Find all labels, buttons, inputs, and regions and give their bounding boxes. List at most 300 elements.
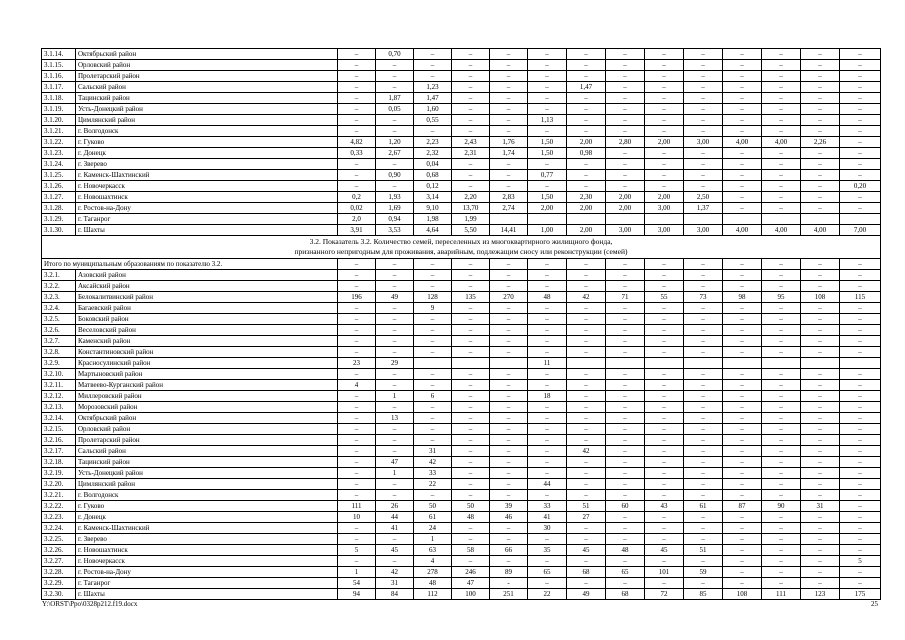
row-value: 30 bbox=[528, 523, 567, 534]
row-value: – bbox=[452, 126, 490, 137]
row-value: – bbox=[840, 402, 881, 413]
row-value: 1,69 bbox=[376, 203, 414, 214]
row-value: 55 bbox=[645, 292, 684, 303]
row-value: 1,76 bbox=[490, 137, 528, 148]
row-value: – bbox=[723, 391, 762, 402]
row-value: 85 bbox=[684, 589, 723, 600]
row-value: – bbox=[606, 181, 645, 192]
row-value: – bbox=[490, 391, 528, 402]
row-value: – bbox=[723, 148, 762, 159]
footer-file-path: Y:\ORST\Ppo\0328p212.f19.docx bbox=[42, 600, 138, 608]
row-value: 10 bbox=[338, 512, 376, 523]
row-value: – bbox=[840, 435, 881, 446]
row-value: 66 bbox=[490, 545, 528, 556]
row-value: – bbox=[684, 104, 723, 115]
row-value: – bbox=[645, 281, 684, 292]
row-value: – bbox=[645, 314, 684, 325]
row-value: – bbox=[684, 336, 723, 347]
row-value: – bbox=[567, 314, 606, 325]
row-value: 60 bbox=[606, 501, 645, 512]
row-value: 51 bbox=[567, 501, 606, 512]
row-value: 2,26 bbox=[801, 137, 840, 148]
row-name: Константиновский район bbox=[76, 347, 338, 358]
row-value: – bbox=[645, 93, 684, 104]
table-row bbox=[42, 148, 881, 159]
row-value: – bbox=[801, 71, 840, 82]
row-name: Октябрьский район bbox=[76, 49, 338, 60]
row-name: Мартыновский район bbox=[76, 369, 338, 380]
row-value: – bbox=[338, 115, 376, 126]
row-number: 3.1.16. bbox=[42, 71, 76, 82]
row-value: – bbox=[762, 424, 801, 435]
row-value: 1 bbox=[338, 567, 376, 578]
row-value: – bbox=[762, 567, 801, 578]
row-value: – bbox=[452, 402, 490, 413]
row-value: – bbox=[567, 325, 606, 336]
row-value: – bbox=[684, 115, 723, 126]
row-value: – bbox=[528, 435, 567, 446]
row-value: – bbox=[338, 281, 376, 292]
row-value: 1,87 bbox=[376, 93, 414, 104]
row-value: 4,00 bbox=[723, 225, 762, 236]
row-value: – bbox=[840, 49, 881, 60]
row-value: – bbox=[801, 391, 840, 402]
row-number: 3.1.26. bbox=[42, 181, 76, 192]
table-row bbox=[42, 358, 881, 369]
row-value: – bbox=[376, 126, 414, 137]
table-row bbox=[42, 380, 881, 391]
row-value: – bbox=[338, 49, 376, 60]
row-value: – bbox=[528, 49, 567, 60]
row-value: – bbox=[645, 534, 684, 545]
row-value: 58 bbox=[452, 545, 490, 556]
row-number: 3.2.29. bbox=[42, 578, 76, 589]
row-value: – bbox=[452, 270, 490, 281]
row-value: – bbox=[723, 303, 762, 314]
row-value: – bbox=[338, 479, 376, 490]
row-value: 29 bbox=[376, 358, 414, 369]
row-value: – bbox=[762, 435, 801, 446]
row-value: – bbox=[490, 115, 528, 126]
row-name: г. Шахты bbox=[76, 589, 338, 600]
row-value: – bbox=[801, 104, 840, 115]
row-value: – bbox=[452, 60, 490, 71]
row-value: – bbox=[801, 203, 840, 214]
row-value: – bbox=[684, 435, 723, 446]
row-number: 3.1.21. bbox=[42, 126, 76, 137]
row-name: Матвеево-Курганский район bbox=[76, 380, 338, 391]
row-value bbox=[567, 358, 606, 369]
row-value: 1,50 bbox=[528, 148, 567, 159]
row-value: – bbox=[338, 556, 376, 567]
row-value: – bbox=[606, 270, 645, 281]
row-value: – bbox=[414, 126, 452, 137]
row-value: 115 bbox=[840, 292, 881, 303]
row-value: 42 bbox=[567, 446, 606, 457]
row-value: – bbox=[684, 314, 723, 325]
row-value: – bbox=[414, 60, 452, 71]
row-value: – bbox=[840, 369, 881, 380]
row-value: – bbox=[606, 170, 645, 181]
row-value: – bbox=[840, 82, 881, 93]
row-value: 5 bbox=[338, 545, 376, 556]
row-value: – bbox=[606, 435, 645, 446]
row-value: – bbox=[490, 325, 528, 336]
table-row bbox=[42, 93, 881, 104]
row-value: – bbox=[762, 93, 801, 104]
row-value: – bbox=[528, 468, 567, 479]
row-value: 24 bbox=[414, 523, 452, 534]
row-value: – bbox=[338, 435, 376, 446]
row-value: – bbox=[645, 148, 684, 159]
row-value: – bbox=[376, 270, 414, 281]
row-name: Аксайский район bbox=[76, 281, 338, 292]
row-value: 2,00 bbox=[645, 137, 684, 148]
table-row bbox=[42, 49, 881, 60]
row-value: – bbox=[645, 115, 684, 126]
row-value: – bbox=[490, 369, 528, 380]
row-value: – bbox=[684, 523, 723, 534]
row-value: – bbox=[567, 534, 606, 545]
row-number: 3.2.25. bbox=[42, 534, 76, 545]
row-number: 3.2.9. bbox=[42, 358, 76, 369]
row-value: – bbox=[762, 314, 801, 325]
row-value: – bbox=[567, 303, 606, 314]
row-value: – bbox=[801, 512, 840, 523]
row-value: – bbox=[840, 93, 881, 104]
row-value: – bbox=[606, 71, 645, 82]
row-value: 3,14 bbox=[414, 192, 452, 203]
row-value: – bbox=[723, 93, 762, 104]
row-value: 3,00 bbox=[645, 203, 684, 214]
row-value: – bbox=[490, 435, 528, 446]
row-value: – bbox=[762, 446, 801, 457]
row-value: – bbox=[762, 170, 801, 181]
row-name: Пролетарский район bbox=[76, 435, 338, 446]
row-value: 1,47 bbox=[567, 82, 606, 93]
row-value bbox=[762, 214, 801, 225]
table-row bbox=[42, 534, 881, 545]
row-name: г. Ростов-на-Дону bbox=[76, 567, 338, 578]
row-value: – bbox=[801, 435, 840, 446]
row-value: – bbox=[762, 534, 801, 545]
row-value: 123 bbox=[801, 589, 840, 600]
row-value: – bbox=[606, 479, 645, 490]
row-value: 22 bbox=[528, 589, 567, 600]
row-name: г. Каменск-Шахтинский bbox=[76, 523, 338, 534]
row-value bbox=[840, 214, 881, 225]
row-value: – bbox=[490, 82, 528, 93]
table-row bbox=[42, 104, 881, 115]
row-value: 101 bbox=[645, 567, 684, 578]
table-row bbox=[42, 435, 881, 446]
row-value bbox=[645, 358, 684, 369]
row-value: – bbox=[452, 159, 490, 170]
row-value: 0,77 bbox=[528, 170, 567, 181]
row-number: 3.1.28. bbox=[42, 203, 76, 214]
row-value: – bbox=[762, 60, 801, 71]
row-number: 3.2.17. bbox=[42, 446, 76, 457]
row-value: 2,83 bbox=[490, 192, 528, 203]
row-value: – bbox=[645, 82, 684, 93]
row-value: – bbox=[376, 435, 414, 446]
row-value: 44 bbox=[376, 512, 414, 523]
row-value: – bbox=[567, 49, 606, 60]
table-row bbox=[42, 424, 881, 435]
row-value: – bbox=[801, 148, 840, 159]
row-value: – bbox=[645, 424, 684, 435]
row-number: 3.2.5. bbox=[42, 314, 76, 325]
row-value: 26 bbox=[376, 501, 414, 512]
row-name: Октябрьский район bbox=[76, 413, 338, 424]
row-value: – bbox=[452, 534, 490, 545]
row-value: – bbox=[490, 413, 528, 424]
row-value: – bbox=[762, 203, 801, 214]
row-value: 94 bbox=[338, 589, 376, 600]
row-value: – bbox=[606, 104, 645, 115]
row-value: 50 bbox=[452, 501, 490, 512]
row-value: – bbox=[528, 325, 567, 336]
table-row bbox=[42, 567, 881, 578]
row-name: г. Зверево bbox=[76, 159, 338, 170]
total-row-value: – bbox=[840, 259, 881, 270]
row-value bbox=[684, 214, 723, 225]
row-name: Миллеровский район bbox=[76, 391, 338, 402]
row-value: 50 bbox=[414, 501, 452, 512]
row-value: – bbox=[723, 468, 762, 479]
row-value: – bbox=[376, 181, 414, 192]
row-value: – bbox=[762, 71, 801, 82]
row-value: – bbox=[528, 490, 567, 501]
row-number: 3.2.1. bbox=[42, 270, 76, 281]
row-value: – bbox=[684, 82, 723, 93]
row-value: – bbox=[801, 369, 840, 380]
row-value: – bbox=[762, 104, 801, 115]
row-value: – bbox=[606, 413, 645, 424]
row-value: – bbox=[645, 369, 684, 380]
row-value: – bbox=[801, 93, 840, 104]
total-row-value: – bbox=[723, 259, 762, 270]
table-row bbox=[42, 170, 881, 181]
row-value: – bbox=[338, 303, 376, 314]
row-value: – bbox=[645, 71, 684, 82]
row-value: 3,53 bbox=[376, 225, 414, 236]
row-value: 112 bbox=[414, 589, 452, 600]
row-value: 68 bbox=[606, 589, 645, 600]
table-row bbox=[42, 556, 881, 567]
row-value: 43 bbox=[645, 501, 684, 512]
row-value: 1,20 bbox=[376, 137, 414, 148]
row-value: – bbox=[840, 578, 881, 589]
row-value: – bbox=[338, 82, 376, 93]
table-row bbox=[42, 369, 881, 380]
row-value: – bbox=[606, 303, 645, 314]
row-value: 6 bbox=[414, 391, 452, 402]
row-value: 31 bbox=[801, 501, 840, 512]
row-value: – bbox=[452, 468, 490, 479]
row-name: Азовский район bbox=[76, 270, 338, 281]
row-value: – bbox=[684, 446, 723, 457]
row-value: – bbox=[452, 281, 490, 292]
row-value: – bbox=[567, 556, 606, 567]
row-value: – bbox=[376, 490, 414, 501]
row-value: – bbox=[414, 336, 452, 347]
row-value: – bbox=[762, 578, 801, 589]
row-value: 13,70 bbox=[452, 203, 490, 214]
row-value: – bbox=[840, 137, 881, 148]
row-value: – bbox=[414, 281, 452, 292]
row-value: – bbox=[684, 325, 723, 336]
row-value: – bbox=[490, 446, 528, 457]
row-value: – bbox=[528, 369, 567, 380]
row-value: – bbox=[376, 82, 414, 93]
row-value bbox=[840, 358, 881, 369]
row-value: – bbox=[840, 314, 881, 325]
row-value: – bbox=[723, 60, 762, 71]
row-value: – bbox=[567, 170, 606, 181]
row-name: Каменский район bbox=[76, 336, 338, 347]
row-value: – bbox=[762, 126, 801, 137]
section-title-line1: 3.2. Показатель 3.2. Количество семей, переселенных из многоквартирного жилищного фонда, bbox=[309, 237, 613, 246]
row-value: – bbox=[376, 281, 414, 292]
row-value: – bbox=[801, 479, 840, 490]
row-value: – bbox=[762, 512, 801, 523]
row-value: 0,90 bbox=[376, 170, 414, 181]
row-name: Орловский район bbox=[76, 424, 338, 435]
row-value: – bbox=[452, 413, 490, 424]
row-value: – bbox=[376, 424, 414, 435]
row-value: 0,2 bbox=[338, 192, 376, 203]
row-value: – bbox=[414, 490, 452, 501]
row-value: – bbox=[723, 523, 762, 534]
row-value: – bbox=[723, 281, 762, 292]
total-row-value: – bbox=[645, 259, 684, 270]
row-value: 1,23 bbox=[414, 82, 452, 93]
row-value: 71 bbox=[606, 292, 645, 303]
row-value: – bbox=[452, 479, 490, 490]
row-value: 45 bbox=[567, 545, 606, 556]
row-value: 2,00 bbox=[606, 192, 645, 203]
row-value: – bbox=[490, 336, 528, 347]
table-row bbox=[42, 325, 881, 336]
row-value: – bbox=[645, 457, 684, 468]
row-number: 3.2.14. bbox=[42, 413, 76, 424]
row-value: – bbox=[840, 512, 881, 523]
row-value: – bbox=[801, 303, 840, 314]
row-value: 2,23 bbox=[414, 137, 452, 148]
row-value: – bbox=[376, 369, 414, 380]
row-number: 3.2.21. bbox=[42, 490, 76, 501]
row-value: 48 bbox=[606, 545, 645, 556]
row-value: – bbox=[645, 347, 684, 358]
row-value: – bbox=[645, 435, 684, 446]
row-value: – bbox=[490, 347, 528, 358]
row-value bbox=[723, 214, 762, 225]
row-value: – bbox=[684, 369, 723, 380]
row-value: – bbox=[606, 60, 645, 71]
row-value: 87 bbox=[723, 501, 762, 512]
row-value: – bbox=[840, 424, 881, 435]
row-number: 3.2.28. bbox=[42, 567, 76, 578]
row-value: – bbox=[762, 181, 801, 192]
row-value: – bbox=[840, 347, 881, 358]
row-value: 42 bbox=[414, 457, 452, 468]
row-number: 3.2.15. bbox=[42, 424, 76, 435]
row-value: – bbox=[567, 391, 606, 402]
row-value: – bbox=[606, 347, 645, 358]
row-value: – bbox=[606, 126, 645, 137]
row-value: – bbox=[490, 490, 528, 501]
row-value: – bbox=[684, 512, 723, 523]
row-value: 2,50 bbox=[684, 192, 723, 203]
row-name: г. Новочеркасск bbox=[76, 181, 338, 192]
row-value: 0,98 bbox=[567, 148, 606, 159]
row-value: – bbox=[684, 490, 723, 501]
row-value: – bbox=[414, 380, 452, 391]
row-value: – bbox=[840, 336, 881, 347]
row-value: – bbox=[606, 402, 645, 413]
row-value: – bbox=[801, 402, 840, 413]
row-value: – bbox=[606, 82, 645, 93]
row-value: 3,91 bbox=[338, 225, 376, 236]
row-value bbox=[801, 358, 840, 369]
row-value: – bbox=[840, 534, 881, 545]
row-value: – bbox=[723, 479, 762, 490]
row-value: – bbox=[840, 545, 881, 556]
row-value: – bbox=[801, 126, 840, 137]
row-number: 3.2.18. bbox=[42, 457, 76, 468]
row-name: Цимлянский район bbox=[76, 115, 338, 126]
row-value: – bbox=[528, 347, 567, 358]
row-value: – bbox=[490, 523, 528, 534]
table-row bbox=[42, 71, 881, 82]
row-value: 270 bbox=[490, 292, 528, 303]
row-value: – bbox=[567, 468, 606, 479]
row-value: – bbox=[801, 468, 840, 479]
row-value: – bbox=[840, 281, 881, 292]
row-value: 2,00 bbox=[567, 203, 606, 214]
table-row bbox=[42, 203, 881, 214]
row-number: 3.1.24. bbox=[42, 159, 76, 170]
row-value: – bbox=[490, 60, 528, 71]
row-value: – bbox=[414, 314, 452, 325]
row-value: 1 bbox=[376, 468, 414, 479]
row-value: 1,00 bbox=[528, 225, 567, 236]
total-row-value: – bbox=[452, 259, 490, 270]
row-value: – bbox=[801, 347, 840, 358]
row-value: 1,93 bbox=[376, 192, 414, 203]
row-value: – bbox=[684, 347, 723, 358]
row-value: 48 bbox=[528, 292, 567, 303]
row-value: – bbox=[801, 170, 840, 181]
row-value: – bbox=[528, 303, 567, 314]
row-value: – bbox=[490, 270, 528, 281]
row-value: – bbox=[840, 60, 881, 71]
row-value: 1,74 bbox=[490, 148, 528, 159]
row-value: 44 bbox=[528, 479, 567, 490]
row-value: – bbox=[338, 104, 376, 115]
total-row-value: – bbox=[528, 259, 567, 270]
row-value: – bbox=[338, 325, 376, 336]
row-value: 5 bbox=[840, 556, 881, 567]
row-value: 48 bbox=[452, 512, 490, 523]
row-name: Пролетарский район bbox=[76, 71, 338, 82]
row-value: – bbox=[376, 446, 414, 457]
row-value: – bbox=[723, 115, 762, 126]
row-value: – bbox=[645, 170, 684, 181]
row-value: 0,94 bbox=[376, 214, 414, 225]
table-row bbox=[42, 391, 881, 402]
